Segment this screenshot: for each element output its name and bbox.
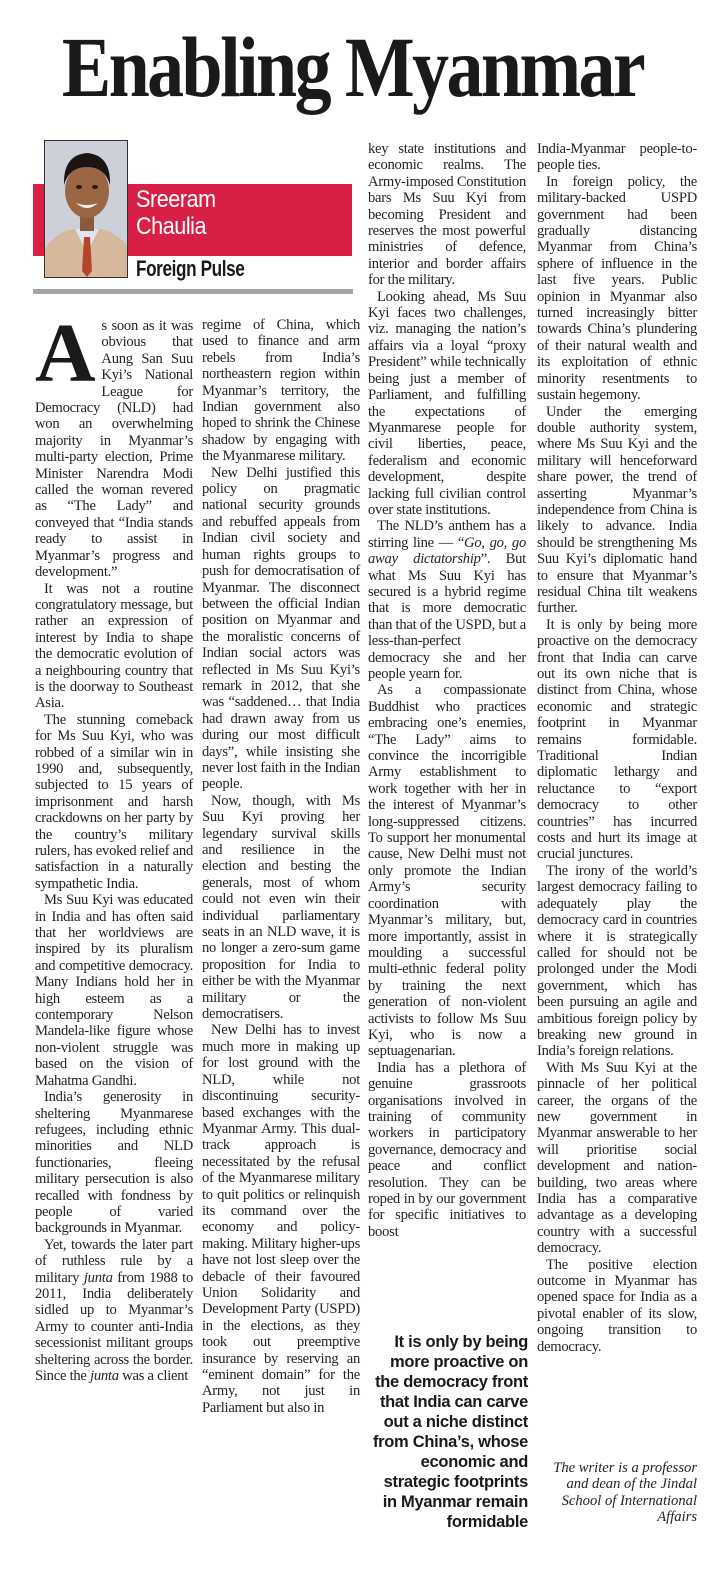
- paragraph: Looking ahead, Ms Suu Kyi faces two challenges, viz. managing the nation’s affairs via a loyal “proxy President” while technically being just a member of Parliament, and fulfilling the expectations of Myanmarese people for civil liberties, peace, federalism and economic development, despite lacking full civilian control over state institutions.: [368, 288, 526, 518]
- paragraph: Now, though, with Ms Suu Kyi proving her legendary survival skills and resilience in the election and besting the generals, most of whom could not even win their individual parliamentary seats in an NLD wave, it is no longer a zero-sum game proposition for India to either be with the Myanmar military or the democratisers.: [202, 792, 360, 1023]
- paragraph: It was not a routine congratulatory message, but rather an expression of interest by India to shape the democratic evolution of a neighbouring country that is the doorway to Southeast Asia.: [35, 580, 193, 712]
- paragraph: In foreign policy, the military-backed USPD government had been gradually distancing Myanmar from China’s sphere of influence in the last five years. Public opinion in Myanmar also turned increasingly bitter towards China’s plundering of their natural wealth and its exploitation of ethnic minority resentments to sustain hegemony.: [537, 173, 697, 404]
- headline: Enabling Myanmar: [61, 19, 644, 115]
- writer-bio: The writer is a professor and dean of the Jindal School of International Affairs: [553, 1460, 697, 1526]
- paragraph: As soon as it was obvious that Aung San Suu Kyi’s National League for Democracy (NLD) had won an overwhelming majority in Myanmar’s multi-party election, Prime Minister Narendra Modi called the woman revered as “The Lady” and conveyed that “India stands ready to assist in Myanmar’s progress and development.”: [35, 307, 193, 581]
- article-column-3: [368, 141, 526, 1240]
- paragraph: New Delhi has to invest much more in making up for lost ground with the NLD, while not discontinuing security-based exchanges with the Myanmar Army. This dual-track approach is necessitated by the refusal of the Myanmarese military to quit politics or relinquish its command over the economy and policy-making. Military higher-ups have not lost sleep over the debacle of their favoured Union Solidarity and Development Party (USPD) in the elections, as they took out preemptive insurance by reserving an “eminent domain” for the Army, not just in Parliament but also in: [202, 1022, 360, 1416]
- paragraph: The irony of the world’s largest democracy failing to adequately play the democracy card in countries where it is strategically called for should not be prolonged under the Modi government, which has been pursuing an agile and ambitious foreign policy by breaking new ground in India’s foreign relations.: [537, 862, 697, 1060]
- paragraph: key state institutions and economic realms. The Army-imposed Constitution bars Ms Suu Kyi from becoming President and reserves the most powerful ministries of defence, interior and border affairs for the military.: [368, 141, 526, 289]
- column-name: Foreign Pulse: [136, 256, 245, 281]
- paragraph: With Ms Suu Kyi at the pinnacle of her political career, the organs of the new government in Myanmar answerable to her will prioritise social development and nation-building, two areas where India has a comparative advantage as a developing country with a successful democracy.: [537, 1059, 697, 1257]
- paragraph: India-Myanmar people-to-people ties.: [537, 141, 697, 174]
- paragraph: The positive election outcome in Myanmar has opened space for India as a pivotal enabler of its slow, ongoing transition to democracy.: [537, 1256, 697, 1355]
- paragraph: Yet, towards the later part of ruthless rule by a military junta from 1988 to 2011, India deliberately sidled up to Myanmar’s Army to counter anti-India secessionist militant groups sheltering across the border. Since the junta was a client: [35, 1236, 194, 1384]
- article-column-1: [35, 307, 194, 1384]
- paragraph: India has a plethora of genuine grassroots organisations involved in training of community workers in participatory governance, democracy and peace and conflict resolution. They can be roped in by our government for specific initiatives to boost: [368, 1059, 526, 1240]
- paragraph: As a compassionate Buddhist who practices embracing one’s enemies, “The Lady” aims to convince the incorrigible Army establishment to work together with her in the interest of Myanmar’s long-suppressed citizens. To support her monumental cause, New Delhi must not only promote the Indian Army’s security coordination with Myanmar’s military, but, more importantly, assist in moulding a successful multi-ethnic federal polity by training the next generation of non-violent activists to follow Ms Suu Kyi, who is now a septuagenarian.: [368, 682, 526, 1060]
- paragraph: It is only by being more proactive on the democracy front that India can carve out its own niche that is distinct from China, whose economic and strategic footprint in Myanmar remains formidable. Traditional Indian diplomatic lethargy and reluctance to “export democracy to other countries” has incurred costs and hurt its image at crucial junctures.: [537, 616, 697, 863]
- byline: [33, 140, 353, 290]
- author-first-name: Sreeram: [136, 186, 216, 213]
- paragraph: India’s generosity in sheltering Myanmarese refugees, including ethnic minorities and NLD functionaries, fleeing military persecution is also recalled with fondness by people of varied backgrounds in Myanmar.: [35, 1089, 193, 1237]
- article-column-4: [537, 141, 697, 1355]
- author-portrait-icon: [45, 141, 128, 278]
- paragraph: The NLD’s anthem has a stirring line — “Go, go, go away dictatorship”. But what Ms Suu Kyi has secured is a hybrid regime that is more democratic than that of the USPD, but a less-than-perfect democracy she and her people yearn for.: [368, 518, 526, 682]
- author-last-name: Chaulia: [136, 213, 207, 240]
- paragraph: The stunning comeback for Ms Suu Kyi, who was robbed of a similar win in 1990 and, subsequently, subjected to 15 years of imprisonment and harsh crackdowns on her party by the country’s military rulers, has evoked relief and satisfaction in a naturally sympathetic India.: [35, 711, 193, 892]
- paragraph: regime of China, which used to finance and arm rebels from India’s northeastern region within Myanmar’s territory, the Indian government also hoped to shrink the Chinese shadow by engaging with the Myanmarese military.: [202, 317, 360, 465]
- paragraph: Ms Suu Kyi was educated in India and has often said that her worldviews are inspired by its pluralism and competitive democracy. Many Indians hold her in high esteem as a contemporary Nelson Mandela-like figure whose non-violent struggle was based on the vision of Mahatma Gandhi.: [35, 892, 193, 1089]
- byline-divider: [33, 289, 353, 294]
- paragraph: Under the emerging double authority system, where Ms Suu Kyi and the military will henceforward share power, the trend of asserting Myanmar’s independence from China is likely to advance. India should be strengthening Ms Suu Kyi’s diplomatic hand to ensure that Myanmar’s residual China tilt weakens further.: [537, 403, 697, 617]
- pull-quote: It is only by being more proactive on the democracy front that India can carve out a niche distinct from China’s, whose economic and strategic footprints in Myanmar remain formidable: [372, 1333, 528, 1531]
- dropcap: A: [35, 307, 96, 400]
- paragraph: New Delhi justified this policy on pragmatic national security grounds and rebuffed appeals from Indian civil society and human rights groups to push for democratisation of Myanmar. The disconnect between the official Indian position on Myanmar and the moralistic concerns of Indian social actors was reflected in Ms Suu Kyi’s remark in 2012, that she was “saddened… that India had drawn away from us during our most difficult days”, while insisting she never lost faith in the Indian people.: [202, 464, 360, 793]
- article-column-2: [202, 317, 360, 1416]
- author-photo: [44, 140, 128, 278]
- author-name: [136, 186, 325, 240]
